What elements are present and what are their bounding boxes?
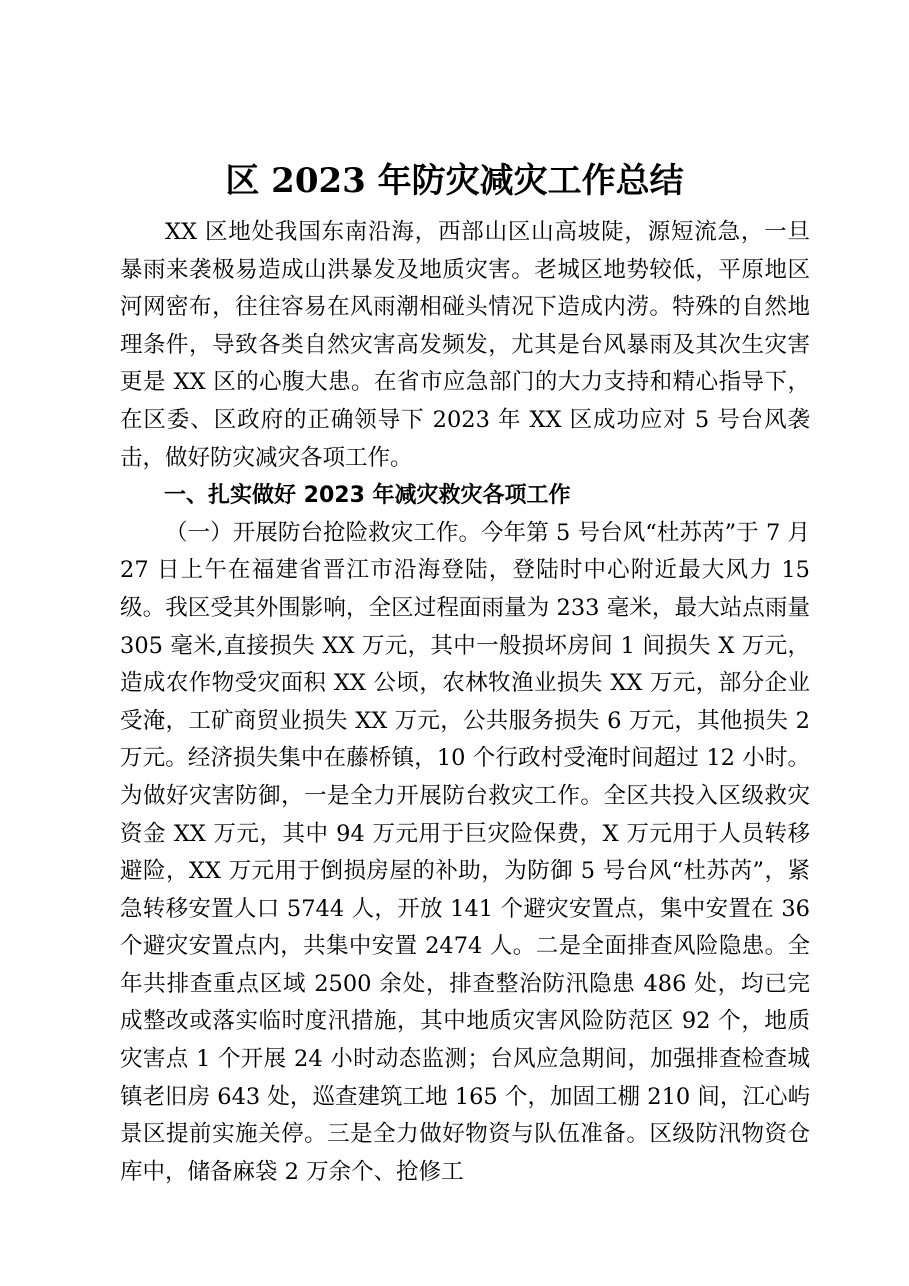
- intro-paragraph: XX 区地处我国东南沿海，西部山区山高坡陡，源短流急，一旦暴雨来袭极易造成山洪暴发及地质灾害。老城区地势较低，平原地区河网密布，往往容易在风雨潮相碰头情况下造成内涝。特殊的自然地理条件，导致各类自然灾害高发频发，尤其是台风暴雨及其次生灾害更是 XX 区的心腹大患。在省市应急部门的大力支持和精心指导下，在区委、区政府的正确领导下 2023 年 XX 区成功应对 5 号台风袭击，做好防灾减灾各项工作。: [120, 219, 810, 471]
- section-paragraph: （一）开展防台抢险救灾工作。今年第 5 号台风“杜苏芮”于 7 月 27 日上午在福建省晋江市沿海登陆，登陆时中心附近最大风力 15 级。我区受其外围影响，全区过程面雨量为 233 毫米，最大站点雨量 305 毫米,直接损失 XX 万元，其中一般损坏房间 1 间损失 X 万元，造成农作物受灾面积 XX 公顷，农林牧渔业损失 XX 万元，部分企业受淹，工矿商贸业损失 XX 万元，公共服务损失 6 万元，其他损失 2 万元。经济损失集中在藤桥镇，10 个行政村受淹时间超过 12 小时。为做好灾害防御，一是全力开展防台救灾工作。全区共投入区级救灾资金 XX 万元，其中 94 万元用于巨灾险保费，X 万元用于人员转移避险，XX 万元用于倒损房屋的补助，为防御 5 号台风“杜苏芮”，紧急转移安置人口 5744 人，开放 141 个避灾安置点，集中安置在 36 个避灾安置点内，共集中安置 2474 人。二是全面排查风险隐患。全年共排查重点区域 2500 余处，排查整治防汛隐患 486 处，均已完成整改或落实临时度汛措施，其中地质灾害风险防范区 92 个，地质灾害点 1 个开展 24 小时动态监测；台风应急期间，加强排查检查城镇老旧房 643 处，巡查建筑工地 165 个，加固工棚 210 间，江心屿景区提前实施关停。三是全力做好物资与队伍准备。区级防汛物资仓库中，储备麻袋 2 万余个、抢修工: [120, 519, 810, 1185]
- document-body: [120, 214, 810, 1191]
- section-heading: 一、扎实做好 2023 年减灾救灾各项工作: [164, 483, 571, 509]
- document-title: 区 2023 年防灾减灾工作总结: [225, 161, 684, 201]
